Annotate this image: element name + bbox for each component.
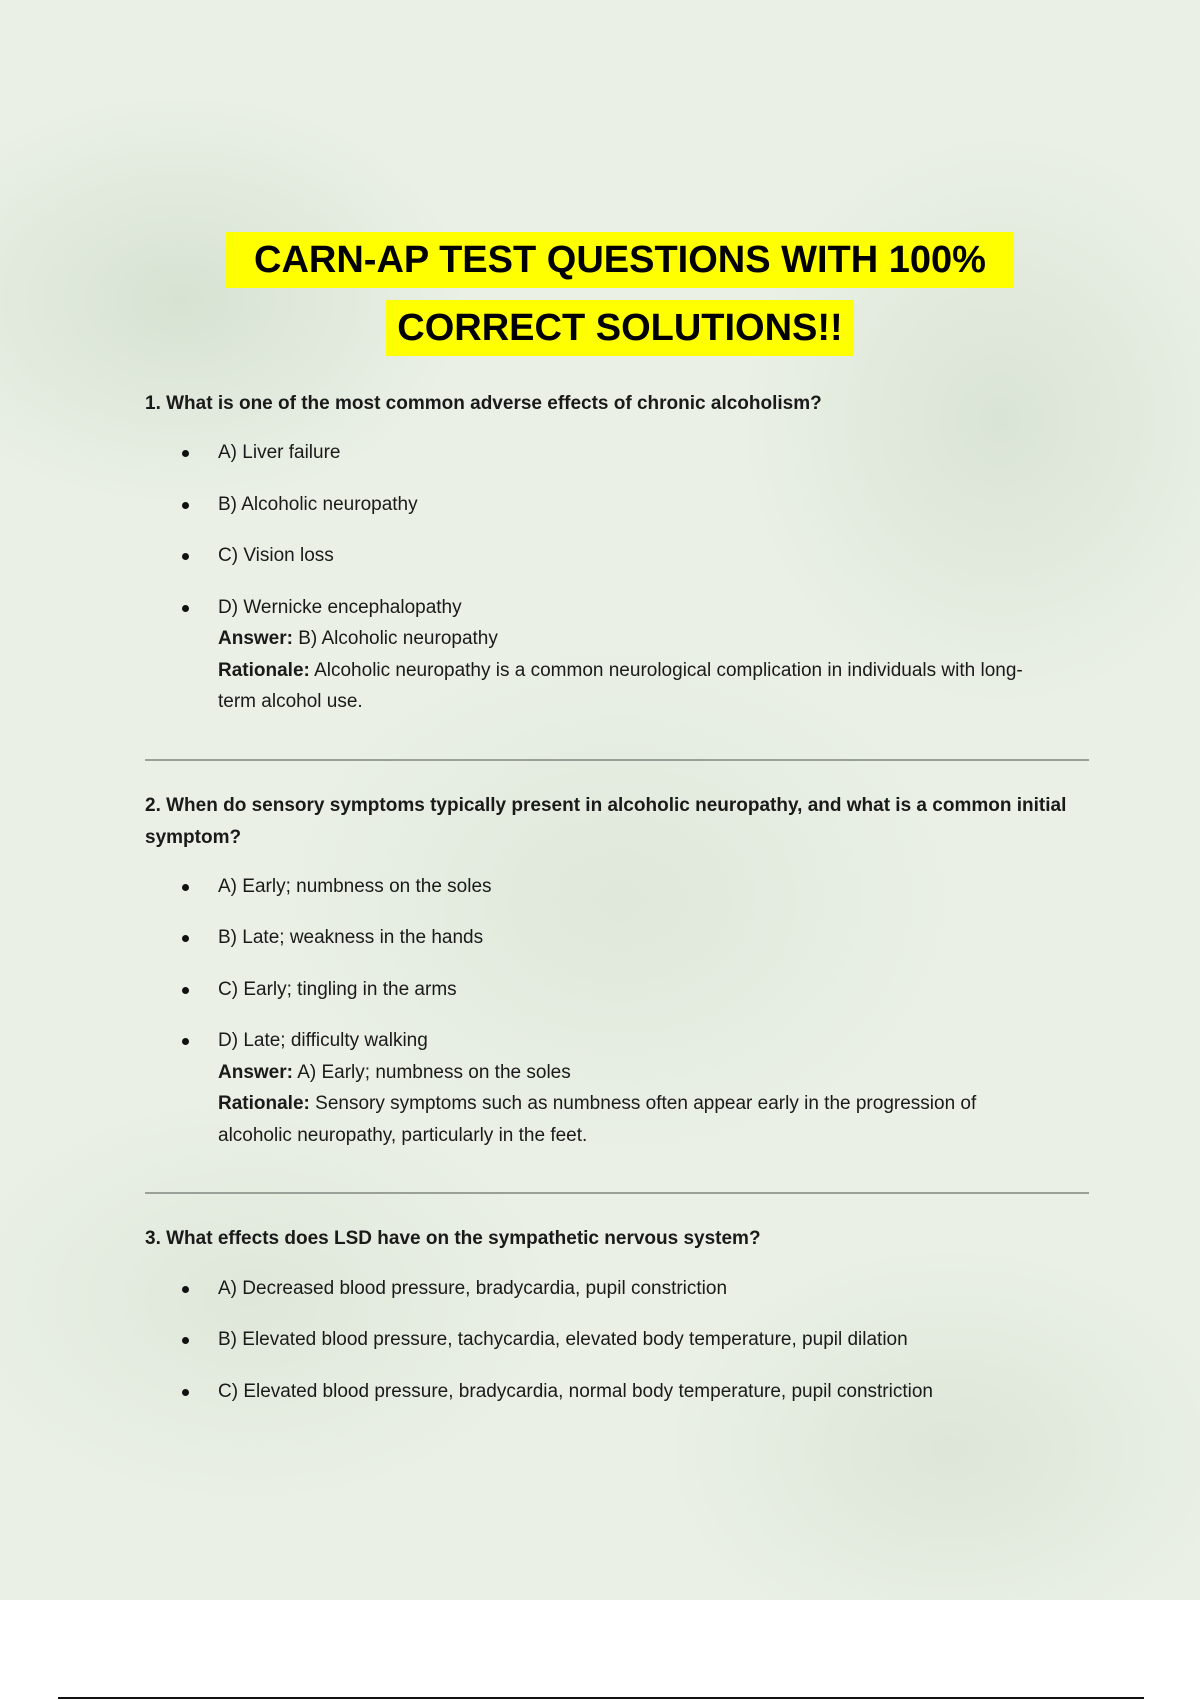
- section-divider: [145, 1192, 1089, 1194]
- answer-text: A) Early; numbness on the soles: [297, 1062, 571, 1083]
- title-line-2: CORRECT SOLUTIONS!!: [386, 300, 854, 356]
- bullet-icon: [182, 987, 192, 997]
- question-1-answer: [218, 623, 1088, 655]
- question-3-prompt: 3. What effects does LSD have on the sympathetic nervous system?: [145, 1228, 761, 1249]
- question-1-prompt: 1. What is one of the most common adverse effects of chronic alcoholism?: [145, 393, 822, 414]
- answer-label: Answer:: [218, 1062, 293, 1083]
- footer-divider: [58, 1697, 1144, 1699]
- question-1-option-b: B) Alcoholic neuropathy: [218, 494, 418, 515]
- question-2-option-a: A) Early; numbness on the soles: [218, 876, 492, 897]
- bullet-icon: [182, 605, 192, 615]
- rationale-text: Sensory symptoms such as numbness often appear early in the progression of: [315, 1093, 977, 1114]
- question-1-option-d: D) Wernicke encephalopathy: [218, 597, 462, 618]
- question-1-rationale: [218, 655, 1088, 687]
- question-2-rationale-cont: alcoholic neuropathy, particularly in the feet.: [218, 1125, 588, 1146]
- bullet-icon: [182, 502, 192, 512]
- answer-text: B) Alcoholic neuropathy: [298, 628, 498, 649]
- question-1-rationale-cont: term alcohol use.: [218, 691, 363, 712]
- question-3-option-c: C) Elevated blood pressure, bradycardia, normal body temperature, pupil constriction: [218, 1381, 933, 1402]
- bullet-icon: [182, 1038, 192, 1048]
- rationale-text: Alcoholic neuropathy is a common neurological complication in individuals with long-: [314, 660, 1023, 681]
- question-2-rationale: [218, 1088, 1088, 1120]
- rationale-label: Rationale:: [218, 1093, 310, 1114]
- question-1-option-a: A) Liver failure: [218, 442, 341, 463]
- bullet-icon: [182, 884, 192, 894]
- section-divider: [145, 759, 1089, 761]
- title-line-1: CARN-AP TEST QUESTIONS WITH 100%: [226, 232, 1014, 288]
- answer-label: Answer:: [218, 628, 293, 649]
- question-2-option-d: D) Late; difficulty walking: [218, 1030, 428, 1051]
- question-2-prompt-cont: symptom?: [145, 827, 242, 848]
- bullet-icon: [182, 553, 192, 563]
- bullet-icon: [182, 450, 192, 460]
- question-2-option-c: C) Early; tingling in the arms: [218, 979, 457, 1000]
- bullet-icon: [182, 935, 192, 945]
- question-3-option-a: A) Decreased blood pressure, bradycardia, pupil constriction: [218, 1278, 728, 1299]
- bullet-icon: [182, 1286, 192, 1296]
- question-2-answer: [218, 1057, 1088, 1089]
- question-1-option-c: C) Vision loss: [218, 545, 334, 566]
- bullet-icon: [182, 1389, 192, 1399]
- bullet-icon: [182, 1337, 192, 1347]
- question-2-prompt: 2. When do sensory symptoms typically present in alcoholic neuropathy, and what is a common initial: [145, 795, 1067, 816]
- question-2-option-b: B) Late; weakness in the hands: [218, 927, 484, 948]
- question-3-option-b: B) Elevated blood pressure, tachycardia, elevated body temperature, pupil dilation: [218, 1329, 908, 1350]
- rationale-label: Rationale:: [218, 660, 310, 681]
